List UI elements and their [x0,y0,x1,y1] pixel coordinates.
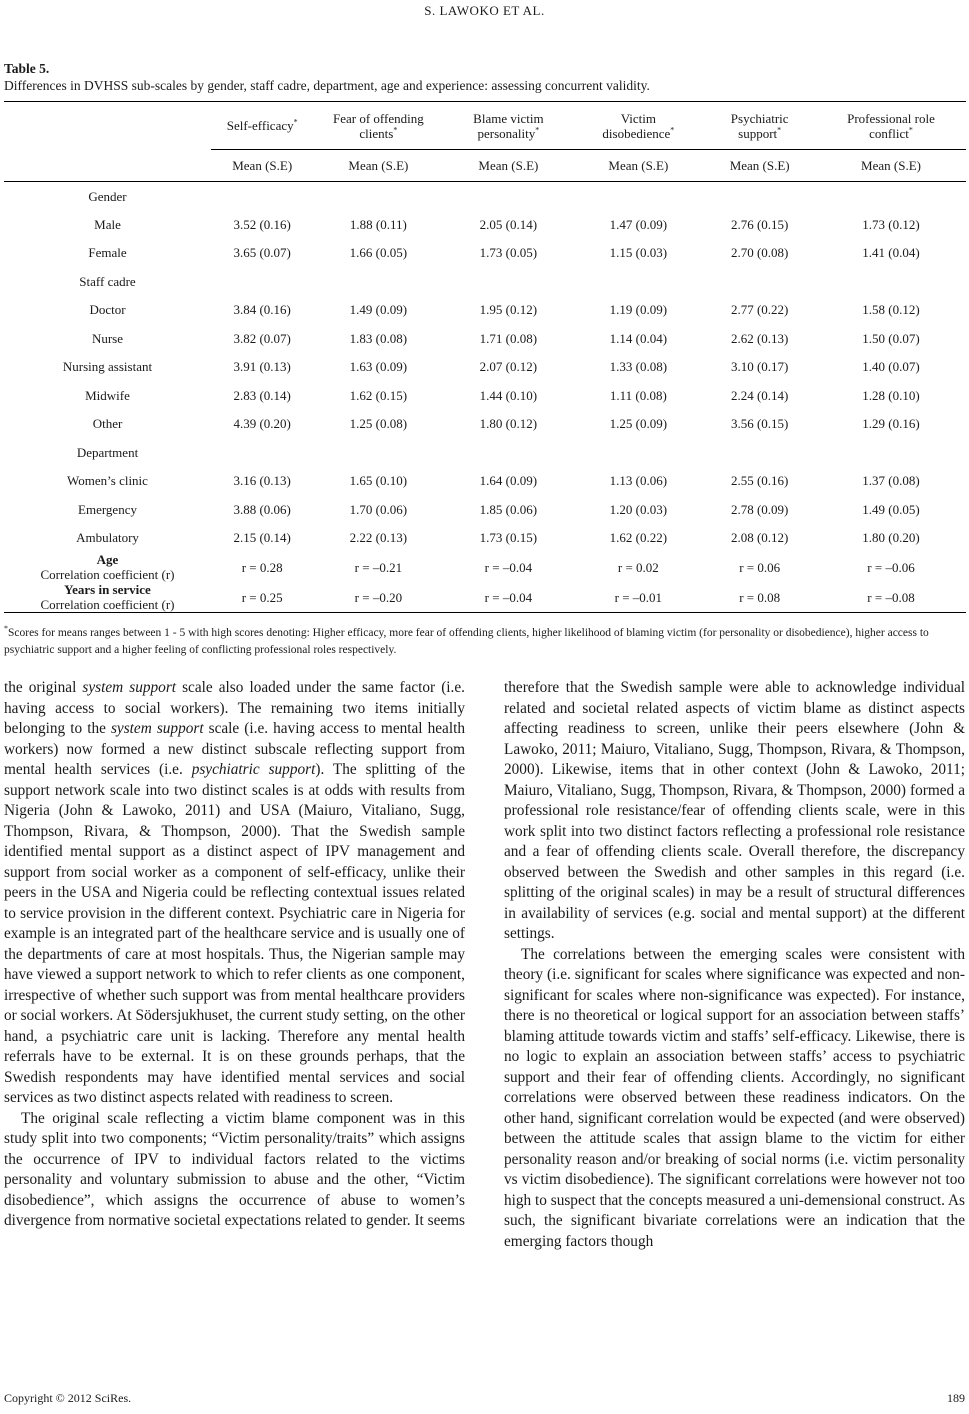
table-cell: 3.84 (0.16) [233,302,291,318]
table-cell: 1.29 (0.16) [862,416,920,432]
correlation-name: Years in service [64,582,151,597]
table-row [4,353,966,382]
empty-cell [313,267,443,296]
correlation-name: Age [96,552,119,567]
table-row [4,495,966,524]
text-run: scale also loaded under the same factor (i.e. having access to social workers). The remaining two items initially belonging to the [4,679,465,737]
empty-cell [443,182,573,211]
table-row [4,296,966,325]
table-cell: 1.20 (0.03) [609,501,668,517]
table-cell: 1.73 (0.12) [862,216,920,232]
table-cell: 1.65 (0.10) [349,473,408,489]
col-header-2: Blame victim personality* [473,110,544,141]
empty-cell [816,267,966,296]
table-cell: 1.66 (0.05) [349,245,408,261]
table-cell: 3.10 (0.17) [730,359,789,375]
page-number: 189 [947,1391,965,1405]
table-cell: 1.63 (0.09) [349,359,408,375]
table-label: Table 5. [4,61,50,76]
table-cell: 1.70 (0.06) [349,501,408,517]
running-head: S. LAWOKO ET AL. [424,3,545,18]
table-cell: 1.49 (0.09) [349,302,408,318]
data-table [4,101,966,613]
empty-cell [816,182,966,211]
group-label: Department [76,444,139,460]
stat-label: Mean (S.E) [443,150,573,182]
table-caption [4,60,964,94]
correlation-cell: r = –0.04 [484,589,533,605]
group-header-row [4,267,966,296]
correlation-cell: r = 0.25 [241,589,283,605]
table-footnote: *Scores for means ranges between 1 - 5 with high scores denoting: Higher efficacy, more fear of offending clients, higher likelihood of blaming victim (for personality or disobedience), higher access to psychiatric support and a higher feeling of conflicting professional roles respectively. [4,624,929,656]
body-column-left [4,678,465,1232]
stat-label: Mean (S.E) [573,150,703,182]
table-cell: 3.65 (0.07) [233,245,291,261]
table-cell: 2.83 (0.14) [233,387,291,403]
table-cell: 2.05 (0.14) [479,216,538,232]
table-cell: 1.41 (0.04) [862,245,920,261]
empty-cell [573,267,703,296]
empty-cell [313,182,443,211]
table-row [4,239,966,268]
correlation-sublabel: Correlation coefficient (r) [40,597,175,612]
group-label: Gender [88,188,127,204]
row-label: Emergency [78,501,137,517]
table-cell: 1.19 (0.09) [609,302,668,318]
empty-cell [313,438,443,467]
table-cell: 1.83 (0.08) [349,330,408,346]
row-label: Male [94,216,121,232]
correlation-cell: r = –0.21 [354,559,403,575]
table-cell: 2.22 (0.13) [349,530,408,546]
table-cell: 1.80 (0.20) [862,530,920,546]
table-cell: 2.70 (0.08) [730,245,789,261]
group-label: Staff cadre [79,273,136,289]
col-header-0: Self-efficacy* [226,117,298,133]
col-header-3: Victim disobedience* [602,110,675,141]
empty-cell [573,182,703,211]
empty-cell [443,438,573,467]
empty-cell [816,438,966,467]
row-label: Ambulatory [76,530,139,546]
table-cell: 2.77 (0.22) [730,302,789,318]
paragraph [4,1109,465,1232]
table-cell: 1.88 (0.11) [349,216,407,232]
text-run: The original scale reflecting a victim blame component was in this study split into two components; “Victim personality/traits” which assigns the occurrence of IPV to individual factors related to the victims personality and voluntary submission to abuse and the other, “Victim disobedience”, which assigns the occurrence of abuse to women’s divergence from normative societal expectations related to gender. It seems [4,1109,465,1229]
table-row [4,524,966,553]
empty-cell [703,267,816,296]
table-cell: 3.88 (0.06) [233,501,291,517]
correlation-cell: r = –0.01 [614,589,663,605]
table-cell: 1.47 (0.09) [609,216,668,232]
stat-label: Mean (S.E) [211,150,313,182]
table-cell: 1.13 (0.06) [609,473,668,489]
empty-cell [703,182,816,211]
table-cell: 1.25 (0.08) [349,416,408,432]
table-cell: 2.24 (0.14) [730,387,789,403]
text-run: ). The splitting of the support network scale into two distinct scales is at odds with results from Nigeria (John & Lawoko, 2011) and USA (Maiuro, Vitaliano, Sugg, Thompson, Rivara, & Thompson, 2000). That the Swedish sample identified mental support as a distinct aspect of IPV management and support from social worker as a component of self-efficacy, unlike their peers in the USA and Nigeria could be reflecting contextual issues related to service provision in the different context. Psychiatric care in Nigeria for example is an integrated part of the healthcare service and is usually one of the departments of care at most hospitals. Thus, the Nigerian sample may have viewed a support network to which to refer clients as one component, irrespective of whether such support was from mental healthcare providers or social workers. At Södersjukhuset, the current study setting, on the other hand, a psychiatric care unit is lacking. Therefore any mental health referrals have to be external. It is on these grounds perhaps, that the Swedish respondents may have identified mental services and social services as two distinct aspects related with readiness to screen. [4,761,465,1106]
table-cell: 2.15 (0.14) [233,530,291,546]
stat-label: Mean (S.E) [703,150,816,182]
empty-cell [703,438,816,467]
table-cell: 2.62 (0.13) [730,330,789,346]
table-row [4,410,966,439]
correlation-cell: r = –0.08 [867,589,915,605]
table-cell: 1.11 (0.08) [609,387,667,403]
table-cell: 1.73 (0.15) [479,530,538,546]
italic-term: psychiatric support [191,761,316,778]
paragraph [4,678,465,1109]
row-label: Other [92,416,123,432]
correlation-label [4,552,211,582]
table-row [4,467,966,496]
paragraph [504,678,965,945]
table-cell: 1.73 (0.05) [479,245,538,261]
correlation-cell: r = 0.28 [241,559,283,575]
row-label: Nursing assistant [62,359,153,375]
text-run: scale (i.e. having access to mental health workers) now formed a new distinct subscale reflecting support from mental health services (i.e. [4,720,465,778]
table-row [4,324,966,353]
table-body [4,182,966,613]
empty-cell [211,438,313,467]
copyright: Copyright © 2012 SciRes. [4,1391,132,1405]
table-cell: 1.62 (0.22) [609,530,668,546]
table-cell: 1.71 (0.08) [479,330,538,346]
text-run: the original [4,679,83,696]
table-cell: 1.85 (0.06) [479,501,538,517]
text-run: The correlations between the emerging scales were consistent with theory (i.e. significant for scales where significance was expected and non-significant for scales where non-significance was expected). For instance, there is no theoretical or logical support for an association between staffs’ blaming attitude towards victim and staffs’ self-efficacy. Likewise, there is no logic to explain an association between staffs’ access to psychiatric support and their fear of offending clients. Accordingly, no significant correlations were observed between these readiness indicators. On the other hand, significant correlation would be expected (and were observed) between the attitude scales that assign blame to the victim for either personality reason and/or breaking of social norms (i.e. victim personality vs victim disobedience). The significant correlations were however not too high to suspect that the concepts measured a uni-demensional construct. As such, the significant bivariate correlations were an indication that the emerging factors though [504,945,965,1250]
empty-cell [211,182,313,211]
table-cell: 1.28 (0.10) [862,387,920,403]
correlation-cell: r = –0.20 [354,589,403,605]
correlation-row [4,552,966,582]
table-cell: 2.07 (0.12) [479,359,538,375]
table-cell: 3.91 (0.13) [233,359,291,375]
stat-label: Mean (S.E) [816,150,966,182]
italic-term: system support [82,679,177,696]
table-cell: 1.40 (0.07) [862,359,920,375]
table-cell: 1.62 (0.15) [349,387,408,403]
empty-cell [211,267,313,296]
table-cell: 1.25 (0.09) [609,416,668,432]
table-cell: 1.49 (0.05) [862,501,920,517]
table-cell: 2.76 (0.15) [730,216,789,232]
italic-term: system support [110,720,204,737]
group-header-row [4,438,966,467]
row-label: Women’s clinic [67,473,148,489]
table-cell: 3.16 (0.13) [233,473,291,489]
correlation-row [4,582,966,613]
col-header-4: Psychiatric support* [730,110,789,141]
row-label: Female [88,245,127,261]
row-label: Doctor [89,302,126,318]
correlation-cell: r = –0.04 [484,559,533,575]
table-cell: 3.52 (0.16) [233,216,291,232]
col-header-1: Fear of offending clients* [333,110,424,141]
table-cell: 1.37 (0.08) [862,473,920,489]
correlation-sublabel: Correlation coefficient (r) [40,567,175,582]
table-cell: 2.08 (0.12) [730,530,789,546]
row-label: Nurse [91,330,124,346]
table-cell: 2.78 (0.09) [730,501,789,517]
table-cell: 1.58 (0.12) [862,302,920,318]
table-cell: 1.14 (0.04) [609,330,668,346]
empty-cell [443,267,573,296]
correlation-cell: r = 0.06 [739,559,781,575]
paragraph [504,945,965,1253]
table-cell: 1.15 (0.03) [609,245,668,261]
table-caption-text: Differences in DVHSS sub-scales by gender, staff cadre, department, age and experience: assessing concurrent validity. [4,78,650,93]
table-row [4,210,966,239]
text-run: therefore that the Swedish sample were able to acknowledge individual related and societal related aspects of victim blame as distinct aspects affecting readiness to screen, unlike their peers elsewhere (John & Lawoko, 2011; Maiuro, Vitaliano, Sugg, Thompson, Rivara, & Thompson, 2000). Likewise, items that in other context (John & Lawoko, 2011; Maiuro, Vitaliano, Sugg, Thompson, Rivara, & Thompson, 2000) formed a professional role resistance/fear of offending clients scale, were in this work split into two distinct factors reflecting a professional role resistance and a fear of offending clients scale. Overall therefore, the discrepancy observed between the Swedish and other samples in this regard (i.e. splitting of the original scales) in may be a result of structural differences in availability of services (e.g. social and mental support) at the different settings. [504,679,965,942]
stat-label: Mean (S.E) [313,150,443,182]
correlation-label [4,582,211,613]
table-row [4,381,966,410]
group-header-row [4,182,966,211]
table-cell: 1.95 (0.12) [479,302,538,318]
table-cell: 3.56 (0.15) [730,416,789,432]
row-label: Midwife [85,387,130,403]
table-cell: 1.44 (0.10) [479,387,538,403]
correlation-cell: r = 0.08 [739,589,781,605]
table-cell: 1.33 (0.08) [609,359,668,375]
body-column-right [504,678,965,1252]
table-cell: 1.64 (0.09) [479,473,538,489]
table-cell: 3.82 (0.07) [233,330,291,346]
correlation-cell: r = 0.02 [617,559,659,575]
empty-cell [573,438,703,467]
row-header-blank [4,102,211,182]
table-cell: 1.80 (0.12) [479,416,538,432]
col-header-5: Professional role conflict* [847,110,935,141]
correlation-cell: r = –0.06 [867,559,915,575]
table-cell: 2.55 (0.16) [730,473,789,489]
table-cell: 4.39 (0.20) [233,416,291,432]
table-cell: 1.50 (0.07) [862,330,920,346]
